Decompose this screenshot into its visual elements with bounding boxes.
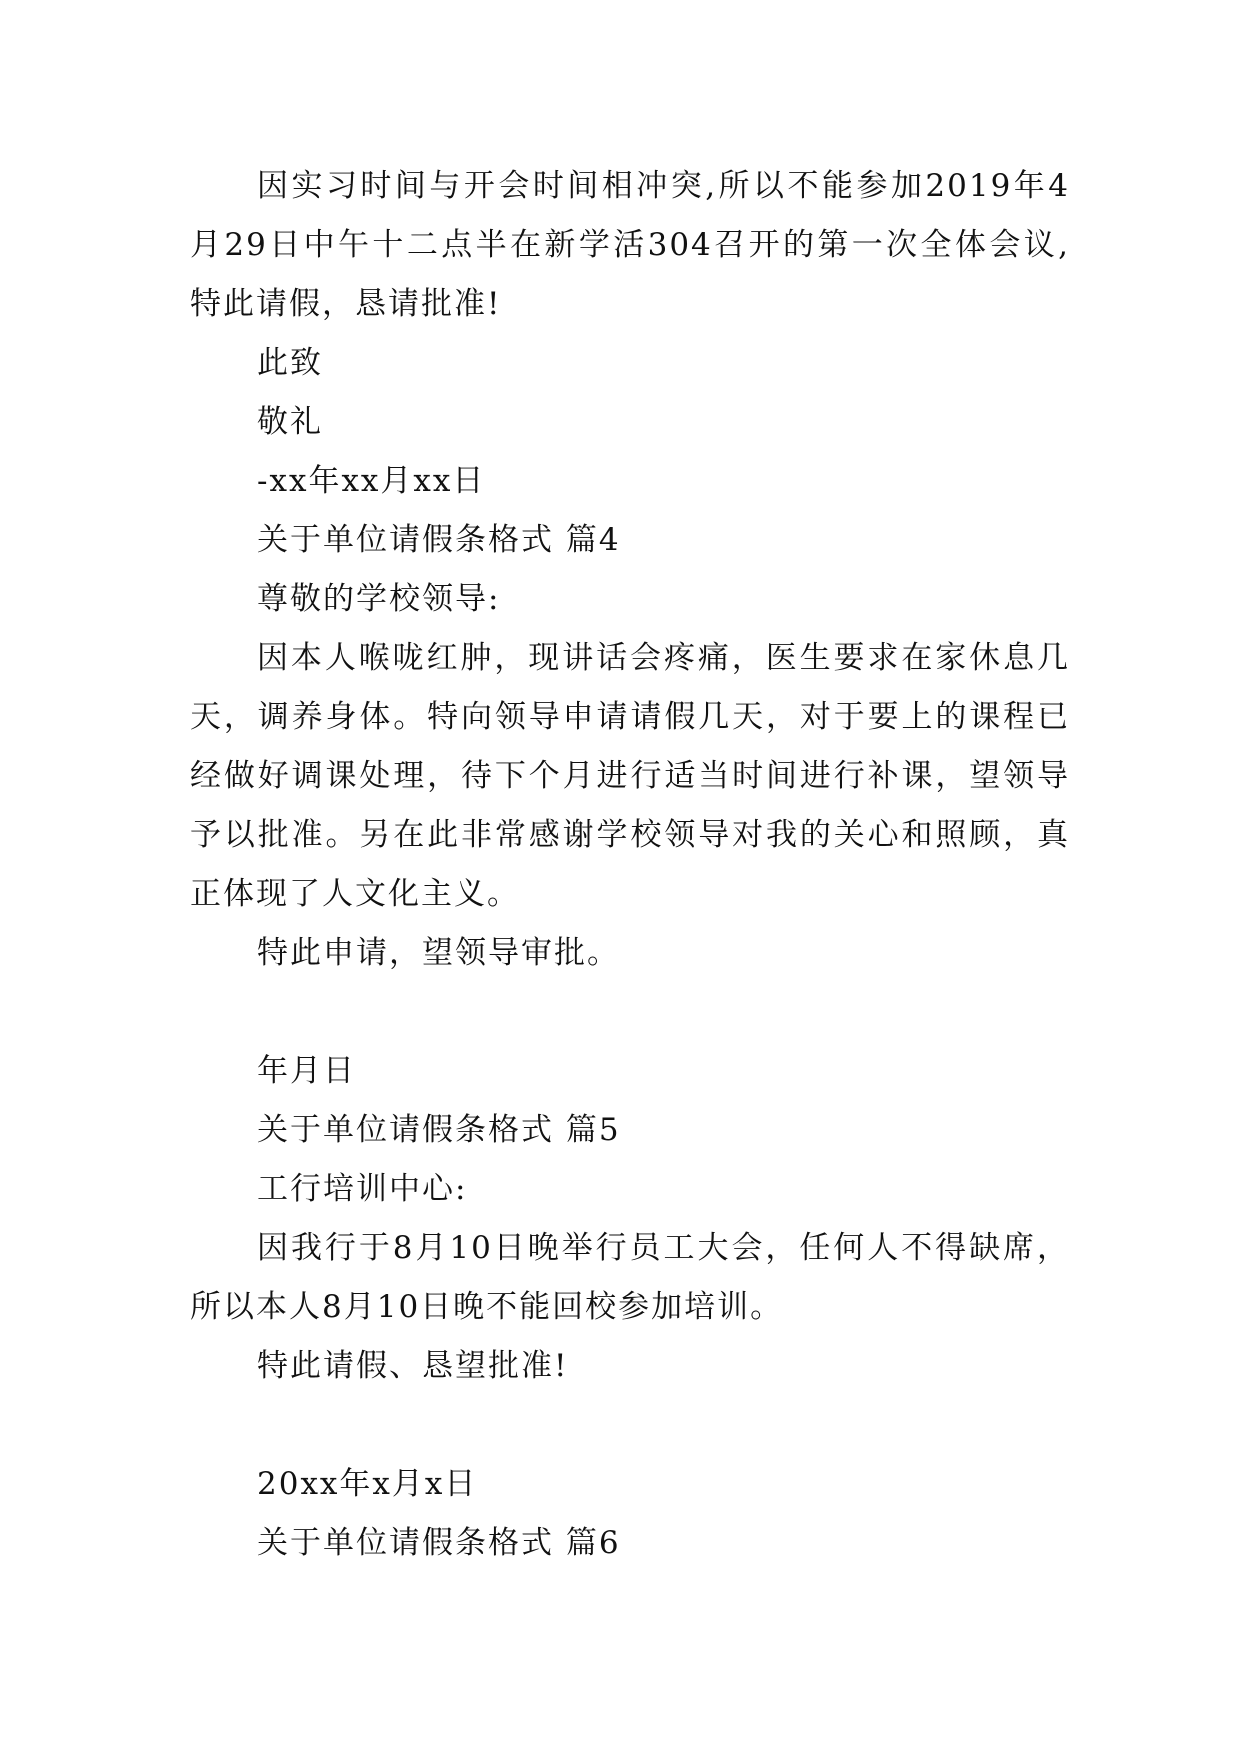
section-heading: 关于单位请假条格式 篇4: [257, 522, 621, 558]
paragraph-line: 经做好调课处理，待下个月进行适当时间进行补课，望领导: [190, 758, 1070, 794]
paragraph-line: 特此请假，恳请批准!: [190, 286, 502, 322]
paragraph-line: 所以本人8月10日晚不能回校参加培训。: [190, 1289, 784, 1325]
paragraph-line: 特此请假、恳望批准!: [257, 1348, 569, 1384]
paragraph-line: 月29日中午十二点半在新学活304召开的第一次全体会议,: [190, 227, 1070, 263]
date-line: 20xx年x月x日: [257, 1466, 478, 1502]
paragraph-line: 因我行于8月10日晚举行员工大会，任何人不得缺席，: [257, 1230, 1070, 1266]
date-line: -xx年xx月xx日: [257, 463, 486, 499]
letter-recipient: 尊敬的学校领导:: [257, 581, 501, 617]
closing-salutation: 敬礼: [257, 404, 323, 440]
paragraph-line: 因本人喉咙红肿，现讲话会疼痛，医生要求在家休息几: [257, 640, 1070, 676]
date-line: 年月日: [257, 1053, 356, 1089]
letter-recipient: 工行培训中心:: [257, 1171, 468, 1207]
paragraph-line: 正体现了人文化主义。: [190, 876, 520, 912]
closing-salutation: 此致: [257, 345, 323, 381]
section-heading: 关于单位请假条格式 篇5: [257, 1112, 621, 1148]
section-heading: 关于单位请假条格式 篇6: [257, 1525, 621, 1561]
paragraph-line: 予以批准。另在此非常感谢学校领导对我的关心和照顾，真: [190, 817, 1070, 853]
paragraph-line: 天，调养身体。特向领导申请请假几天，对于要上的课程已: [190, 699, 1070, 735]
paragraph-line: 特此申请，望领导审批。: [257, 935, 620, 971]
paragraph-line: 因实习时间与开会时间相冲突,所以不能参加2019年4: [257, 168, 1070, 204]
